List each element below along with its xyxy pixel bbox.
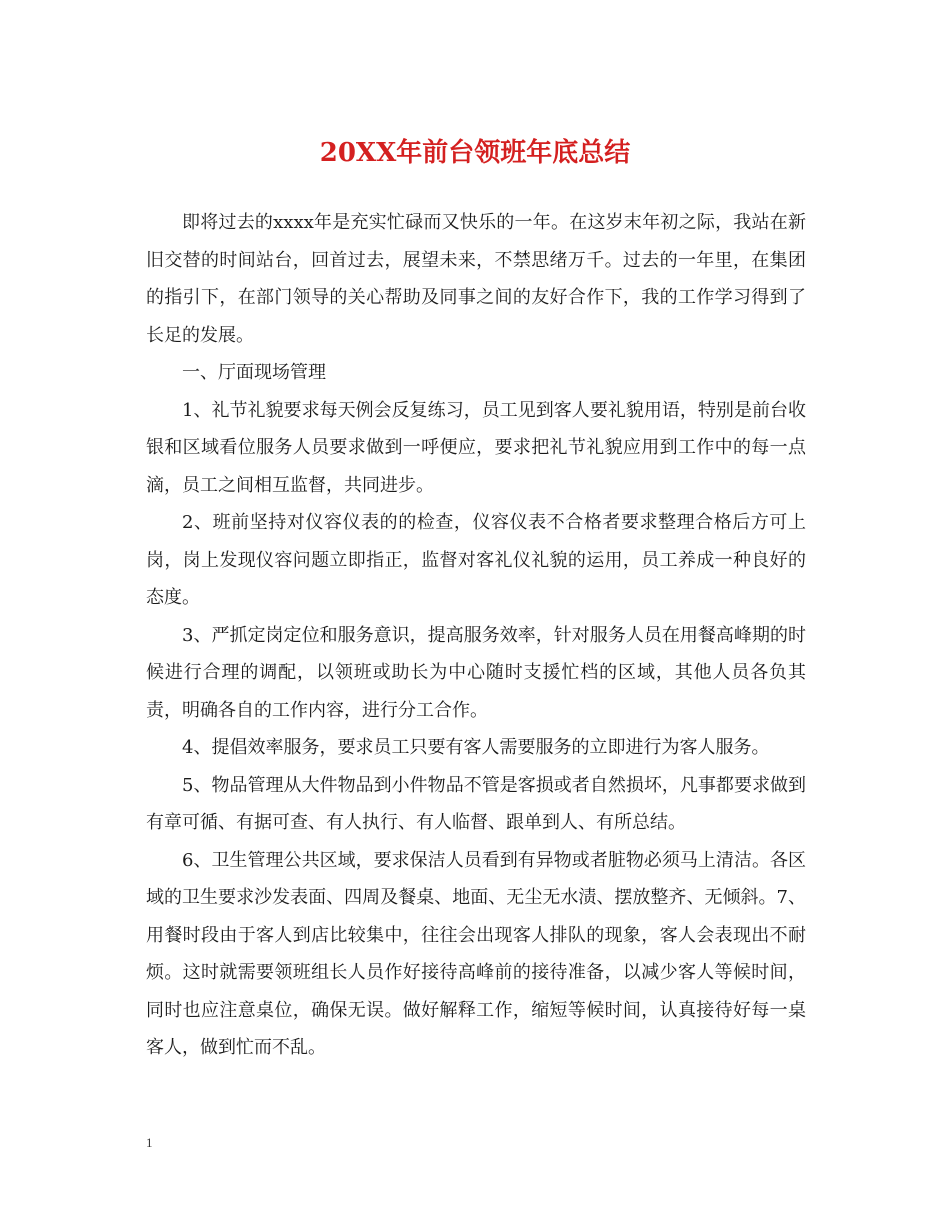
list-item-3: 3、严抓定岗定位和服务意识，提高服务效率，针对服务人员在用餐高峰期的时候进行合理的调配，以领班或助长为中心随时支援忙档的区域，其他人员各负其责，明确各自的工作内容，进行分工合作。 xyxy=(146,624,806,721)
list-item-5: 5、物品管理从大件物品到小件物品不管是客损或者自然损坏，凡事都要求做到有章可循、有据可查、有人执行、有人临督、跟单到人、有所总结。 xyxy=(146,774,806,833)
document-title: 20XX年前台领班年底总结 xyxy=(319,138,631,168)
intro-paragraph: 即将过去的xxxx年是充实忙碌而又快乐的一年。在这岁末年初之际，我站在新旧交替的时间站台，回首过去，展望未来，不禁思绪万千。过去的一年里，在集团的指引下，在部门领导的关心帮助及同事之间的友好合作下，我的工作学习得到了长足的发展。 xyxy=(146,212,806,346)
section-heading: 一、厅面现场管理 xyxy=(182,362,326,383)
list-item-4: 4、提倡效率服务，要求员工只要有客人需要服务的立即进行为客人服务。 xyxy=(182,737,770,758)
document-body xyxy=(146,204,806,1067)
list-item-6-7: 6、卫生管理公共区域，要求保洁人员看到有异物或者脏物必须马上清洁。各区域的卫生要求沙发表面、四周及餐桌、地面、无尘无水渍、摆放整齐、无倾斜。7、用餐时段由于客人到店比较集中，往往会出现客人排队的现象，客人会表现出不耐烦。这时就需要领班组长人员作好接待高峰前的接待准备，以减少客人等候时间，同时也应注意桌位，确保无误。做好解释工作，缩短等候时间，认真接待好每一桌客人，做到忙而不乱。 xyxy=(146,849,806,1058)
list-item-1: 1、礼节礼貌要求每天例会反复练习，员工见到客人要礼貌用语，特别是前台收银和区域看位服务人员要求做到一呼便应，要求把礼节礼貌应用到工作中的每一点滴，员工之间相互监督，共同进步。 xyxy=(146,399,806,496)
list-item-2: 2、班前坚持对仪容仪表的的检查，仪容仪表不合格者要求整理合格后方可上岗，岗上发现仪容问题立即指正，监督对客礼仪礼貌的运用，员工养成一种良好的态度。 xyxy=(146,512,806,608)
page-number: 1 xyxy=(146,1135,153,1150)
